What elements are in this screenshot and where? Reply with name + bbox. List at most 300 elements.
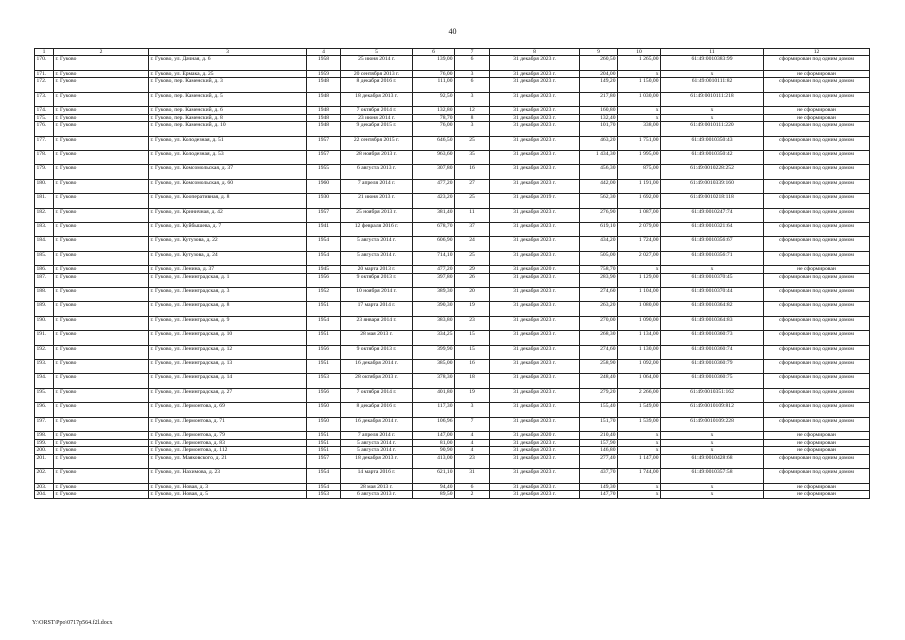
- deadline-cell: 31 декабря 2023 г.: [490, 417, 580, 431]
- value-cell: 155,40: [580, 403, 618, 417]
- cadastral-number-cell: 61:49:0010428:68: [661, 454, 764, 468]
- address-cell: г. Гуково, ул. Колодезная, д. 53: [149, 150, 307, 164]
- land-status-cell: сформирован под одним домом: [764, 388, 870, 402]
- land-status-cell: сформирован под одним домом: [764, 150, 870, 164]
- land-status-cell: не сформирован: [764, 447, 870, 455]
- value-cell: 1 064,00: [618, 374, 661, 388]
- count-cell: 16: [455, 360, 490, 374]
- value-cell: 1 539,00: [618, 417, 661, 431]
- land-status-cell: сформирован под одним домом: [764, 208, 870, 222]
- count-cell: 3: [455, 92, 490, 106]
- area-cell: 385,00: [413, 360, 455, 374]
- cadastral-number-cell: х: [661, 447, 764, 455]
- land-status-cell: сформирован под одним домом: [764, 331, 870, 345]
- year-cell: 1951: [307, 439, 341, 447]
- city-cell: г. Гуково: [54, 483, 149, 491]
- row-number: 191.: [35, 331, 54, 345]
- date-cell: 23 июня 2014 г.: [341, 114, 413, 122]
- deadline-cell: 31 декабря 2023 г.: [490, 439, 580, 447]
- year-cell: 1951: [307, 331, 341, 345]
- year-cell: 1956: [307, 345, 341, 359]
- area-cell: 76,00: [413, 122, 455, 136]
- address-cell: г. Гуково, ул. Ленинградская, д. 14: [149, 374, 307, 388]
- address-cell: г. Гуково, ул. Лермонтова, д. 71: [149, 417, 307, 431]
- cadastral-number-cell: 61:49:0010111:82: [661, 78, 764, 92]
- row-number: 199.: [35, 439, 54, 447]
- row-number: 178.: [35, 150, 54, 164]
- address-cell: г. Гуково, ул. Ленинградская, д. 27: [149, 388, 307, 402]
- table-row: [35, 222, 870, 236]
- address-cell: г. Гуково, ул. Ленинградская, д. 10: [149, 331, 307, 345]
- table-row: [35, 331, 870, 345]
- table-row: [35, 208, 870, 222]
- cadastral-number-cell: х: [661, 106, 764, 114]
- year-cell: 1941: [307, 222, 341, 236]
- area-cell: 89,50: [413, 491, 455, 499]
- date-cell: 5 августа 2014 г.: [341, 237, 413, 251]
- year-cell: 1951: [307, 447, 341, 455]
- deadline-cell: 31 декабря 2023 г.: [490, 331, 580, 345]
- area-cell: 413,00: [413, 454, 455, 468]
- year-cell: 1957: [307, 208, 341, 222]
- table-row: [35, 454, 870, 468]
- year-cell: 1956: [307, 273, 341, 287]
- address-cell: г. Гуково, ул. Комсомольская, д. 37: [149, 165, 307, 179]
- table-row: [35, 417, 870, 431]
- cadastral-number-cell: х: [661, 114, 764, 122]
- column-number: 7: [455, 49, 490, 56]
- date-cell: 18 декабря 2013 г.: [341, 92, 413, 106]
- value-cell: х: [618, 491, 661, 499]
- row-number: 181.: [35, 194, 54, 208]
- table-row: [35, 483, 870, 491]
- area-cell: 381,40: [413, 208, 455, 222]
- land-status-cell: сформирован под одним домом: [764, 360, 870, 374]
- value-cell: 1 080,00: [618, 302, 661, 316]
- value-cell: 1 995,00: [618, 150, 661, 164]
- cadastral-number-cell: 61:49:0010356:67: [661, 237, 764, 251]
- city-cell: г. Гуково: [54, 288, 149, 302]
- deadline-cell: 31 декабря 2023 г.: [490, 237, 580, 251]
- column-number: 6: [413, 49, 455, 56]
- year-cell: 1953: [307, 491, 341, 499]
- date-cell: 17 марта 2014 г.: [341, 302, 413, 316]
- area-cell: 477,20: [413, 179, 455, 193]
- land-status-cell: сформирован под одним домом: [764, 56, 870, 70]
- count-cell: 16: [455, 165, 490, 179]
- value-cell: 1 724,00: [618, 237, 661, 251]
- value-cell: 151,70: [580, 417, 618, 431]
- page-number: 40: [448, 27, 457, 36]
- address-cell: г. Гуково, ул. Кооперативная, д. 8: [149, 194, 307, 208]
- land-status-cell: сформирован под одним домом: [764, 136, 870, 150]
- cadastral-number-cell: 61:49:0010111:218: [661, 92, 764, 106]
- land-status-cell: сформирован под одним домом: [764, 78, 870, 92]
- count-cell: 4: [455, 431, 490, 439]
- deadline-cell: 31 декабря 2023 г.: [490, 288, 580, 302]
- area-cell: 94,40: [413, 483, 455, 491]
- value-cell: 456,30: [580, 165, 618, 179]
- date-cell: 14 марта 2016 г.: [341, 469, 413, 483]
- table-row: [35, 374, 870, 388]
- area-cell: 92,50: [413, 92, 455, 106]
- year-cell: 1950: [307, 417, 341, 431]
- count-cell: 2: [455, 491, 490, 499]
- value-cell: 277,40: [580, 454, 618, 468]
- value-cell: 1 549,00: [618, 403, 661, 417]
- table-row: [35, 447, 870, 455]
- date-cell: 6 августа 2013 г.: [341, 165, 413, 179]
- area-cell: 147,00: [413, 431, 455, 439]
- table-row: [35, 179, 870, 193]
- land-status-cell: не сформирован: [764, 439, 870, 447]
- column-number: 4: [307, 49, 341, 56]
- value-cell: 270,00: [580, 316, 618, 330]
- table-row: [35, 302, 870, 316]
- cadastral-number-cell: х: [661, 266, 764, 274]
- year-cell: 1957: [307, 150, 341, 164]
- column-number: 9: [580, 49, 618, 56]
- value-cell: 2 027,00: [618, 251, 661, 265]
- table-row: [35, 150, 870, 164]
- row-number: 171.: [35, 70, 54, 78]
- date-cell: 25 июня 2014 г.: [341, 56, 413, 70]
- deadline-cell: 31 декабря 2023 г.: [490, 251, 580, 265]
- deadline-cell: 31 декабря 2023 г.: [490, 491, 580, 499]
- area-cell: 111,00: [413, 78, 455, 92]
- city-cell: г. Гуково: [54, 447, 149, 455]
- city-cell: г. Гуково: [54, 302, 149, 316]
- cadastral-number-cell: 61:49:0010370:45: [661, 273, 764, 287]
- cadastral-number-cell: 61:49:0010360:75: [661, 374, 764, 388]
- year-cell: 1948: [307, 122, 341, 136]
- cadastral-number-cell: 61:49:0010111:220: [661, 122, 764, 136]
- count-cell: 15: [455, 345, 490, 359]
- area-cell: 606,90: [413, 237, 455, 251]
- value-cell: 338,00: [618, 122, 661, 136]
- city-cell: г. Гуково: [54, 388, 149, 402]
- city-cell: г. Гуково: [54, 431, 149, 439]
- city-cell: г. Гуково: [54, 222, 149, 236]
- cadastral-number-cell: 61:49:0010364:82: [661, 302, 764, 316]
- address-cell: г. Гуково, ул. Новая, д. 5: [149, 491, 307, 499]
- value-cell: 1 030,00: [618, 92, 661, 106]
- year-cell: 1945: [307, 266, 341, 274]
- cadastral-number-cell: 61:49:0010218:118: [661, 194, 764, 208]
- deadline-cell: 31 декабря 2023 г.: [490, 78, 580, 92]
- value-cell: 276,90: [580, 208, 618, 222]
- column-number: 11: [661, 49, 764, 56]
- value-cell: х: [618, 483, 661, 491]
- value-cell: 1 751,00: [618, 136, 661, 150]
- land-status-cell: сформирован под одним домом: [764, 273, 870, 287]
- column-number: 10: [618, 49, 661, 56]
- row-number: 203.: [35, 483, 54, 491]
- date-cell: 25 ноября 2013 г.: [341, 208, 413, 222]
- value-cell: 248,40: [580, 374, 618, 388]
- deadline-cell: 31 декабря 2023 г.: [490, 316, 580, 330]
- land-status-cell: не сформирован: [764, 106, 870, 114]
- row-number: 179.: [35, 165, 54, 179]
- row-number: 196.: [35, 403, 54, 417]
- address-cell: г. Гуково, пер. Каменский, д. 3: [149, 78, 307, 92]
- value-cell: 2 266,00: [618, 388, 661, 402]
- column-number: 5: [341, 49, 413, 56]
- value-cell: 562,30: [580, 194, 618, 208]
- column-number: 2: [54, 49, 149, 56]
- date-cell: 28 ноября 2013 г.: [341, 150, 413, 164]
- address-cell: г. Гуково, ул. Ленинградская, д. 3: [149, 288, 307, 302]
- deadline-cell: 31 декабря 2023 г.: [490, 360, 580, 374]
- deadline-cell: 31 декабря 2023 г.: [490, 374, 580, 388]
- city-cell: г. Гуково: [54, 266, 149, 274]
- area-cell: 714,10: [413, 251, 455, 265]
- year-cell: 1951: [307, 302, 341, 316]
- address-cell: г. Гуково, ул. Ленинградская, д. 9: [149, 316, 307, 330]
- land-status-cell: сформирован под одним домом: [764, 403, 870, 417]
- deadline-cell: 31 декабря 2020 г.: [490, 266, 580, 274]
- row-number: 174.: [35, 106, 54, 114]
- city-cell: г. Гуково: [54, 454, 149, 468]
- date-cell: 7 октября 2014 г.: [341, 388, 413, 402]
- count-cell: 7: [455, 417, 490, 431]
- land-status-cell: сформирован под одним домом: [764, 469, 870, 483]
- address-cell: г. Гуково, ул. Лермонтова, д. 112: [149, 447, 307, 455]
- city-cell: г. Гуково: [54, 179, 149, 193]
- table-row: [35, 388, 870, 402]
- value-cell: 463,20: [580, 136, 618, 150]
- cadastral-number-cell: х: [661, 431, 764, 439]
- year-cell: 1956: [307, 388, 341, 402]
- row-number: 189.: [35, 302, 54, 316]
- table-row: [35, 194, 870, 208]
- cadastral-number-cell: х: [661, 70, 764, 78]
- date-cell: 10 ноября 2014 г.: [341, 288, 413, 302]
- value-cell: 274,60: [580, 345, 618, 359]
- cadastral-number-cell: 61:49:0010339:160: [661, 179, 764, 193]
- row-number: 183.: [35, 222, 54, 236]
- value-cell: 1 150,00: [618, 78, 661, 92]
- land-status-cell: сформирован под одним домом: [764, 122, 870, 136]
- deadline-cell: 31 декабря 2020 г.: [490, 431, 580, 439]
- row-number: 187.: [35, 273, 54, 287]
- deadline-cell: 31 декабря 2023 г.: [490, 483, 580, 491]
- table-row: [35, 316, 870, 330]
- land-status-cell: сформирован под одним домом: [764, 454, 870, 468]
- value-cell: х: [618, 70, 661, 78]
- row-number: 182.: [35, 208, 54, 222]
- value-cell: х: [618, 266, 661, 274]
- row-number: 201.: [35, 454, 54, 468]
- count-cell: 3: [455, 122, 490, 136]
- count-cell: 19: [455, 302, 490, 316]
- value-cell: 1 129,00: [618, 273, 661, 287]
- value-cell: 160,80: [580, 106, 618, 114]
- value-cell: 442,00: [580, 179, 618, 193]
- land-status-cell: сформирован под одним домом: [764, 222, 870, 236]
- land-status-cell: не сформирован: [764, 114, 870, 122]
- year-cell: 1958: [307, 56, 341, 70]
- city-cell: г. Гуково: [54, 331, 149, 345]
- area-cell: 81,00: [413, 439, 455, 447]
- year-cell: 1948: [307, 92, 341, 106]
- address-cell: г. Гуково, ул. Ермака, д. 25: [149, 70, 307, 78]
- row-number: 186.: [35, 266, 54, 274]
- table-row: [35, 78, 870, 92]
- column-number: 8: [490, 49, 580, 56]
- area-cell: 963,60: [413, 150, 455, 164]
- year-cell: 1948: [307, 114, 341, 122]
- area-cell: 132,80: [413, 106, 455, 114]
- row-number: 198.: [35, 431, 54, 439]
- address-cell: г. Гуково, пер. Каменский, д. 5: [149, 92, 307, 106]
- date-cell: 7 октября 2014 г.: [341, 106, 413, 114]
- deadline-cell: 31 декабря 2023 г.: [490, 345, 580, 359]
- address-cell: г. Гуково, ул. Кутузова, д. 24: [149, 251, 307, 265]
- year-cell: 1960: [307, 179, 341, 193]
- date-cell: 8 декабря 2016 г.: [341, 403, 413, 417]
- table-row: [35, 106, 870, 114]
- date-cell: 16 декабря 2014 г.: [341, 360, 413, 374]
- value-cell: 279,20: [580, 388, 618, 402]
- area-cell: 383,80: [413, 316, 455, 330]
- value-cell: 1 265,00: [618, 56, 661, 70]
- count-cell: 23: [455, 454, 490, 468]
- year-cell: 1948: [307, 106, 341, 114]
- area-cell: 78,70: [413, 114, 455, 122]
- date-cell: 28 октября 2013 г.: [341, 374, 413, 388]
- cadastral-number-cell: 61:49:0010351:162: [661, 388, 764, 402]
- value-cell: 758,70: [580, 266, 618, 274]
- value-cell: х: [618, 439, 661, 447]
- cadastral-number-cell: 61:49:0010383:99: [661, 56, 764, 70]
- register-table: [34, 48, 870, 499]
- value-cell: 2 079,00: [618, 222, 661, 236]
- year-cell: 1954: [307, 469, 341, 483]
- date-cell: 9 декабря 2015 г.: [341, 122, 413, 136]
- city-cell: г. Гуково: [54, 78, 149, 92]
- deadline-cell: 31 декабря 2023 г.: [490, 106, 580, 114]
- count-cell: 23: [455, 316, 490, 330]
- address-cell: г. Гуково, ул. Ленинградская, д. 1: [149, 273, 307, 287]
- deadline-cell: 31 декабря 2019 г.: [490, 194, 580, 208]
- area-cell: 139,00: [413, 56, 455, 70]
- deadline-cell: 31 декабря 2023 г.: [490, 179, 580, 193]
- deadline-cell: 31 декабря 2023 г.: [490, 92, 580, 106]
- area-cell: 76,00: [413, 70, 455, 78]
- city-cell: г. Гуково: [54, 70, 149, 78]
- year-cell: 1950: [307, 403, 341, 417]
- date-cell: 9 октября 2013 г.: [341, 345, 413, 359]
- value-cell: 1 104,00: [618, 288, 661, 302]
- area-cell: 399,90: [413, 345, 455, 359]
- city-cell: г. Гуково: [54, 150, 149, 164]
- row-number: 197.: [35, 417, 54, 431]
- city-cell: г. Гуково: [54, 237, 149, 251]
- cadastral-number-cell: 61:49:0010360:74: [661, 345, 764, 359]
- count-cell: 25: [455, 136, 490, 150]
- row-number: 188.: [35, 288, 54, 302]
- address-cell: г. Гуково, ул. Лермонтова, д. 69: [149, 403, 307, 417]
- row-number: 173.: [35, 92, 54, 106]
- value-cell: 1 130,00: [618, 345, 661, 359]
- value-cell: 217,80: [580, 92, 618, 106]
- table-row: [35, 237, 870, 251]
- count-cell: 6: [455, 78, 490, 92]
- value-cell: 210,40: [580, 431, 618, 439]
- area-cell: 477,20: [413, 266, 455, 274]
- value-cell: 1 191,00: [618, 179, 661, 193]
- land-status-cell: сформирован под одним домом: [764, 288, 870, 302]
- row-number: 180.: [35, 179, 54, 193]
- date-cell: 7 апреля 2014 г.: [341, 179, 413, 193]
- year-cell: 1951: [307, 431, 341, 439]
- table-row: [35, 288, 870, 302]
- date-cell: 12 февраля 2016 г.: [341, 222, 413, 236]
- column-number: 3: [149, 49, 307, 56]
- city-cell: г. Гуково: [54, 122, 149, 136]
- table-row: [35, 136, 870, 150]
- column-number: 12: [764, 49, 870, 56]
- area-cell: 106,96: [413, 417, 455, 431]
- cadastral-number-cell: 61:49:0010109:228: [661, 417, 764, 431]
- count-cell: 4: [455, 439, 490, 447]
- city-cell: г. Гуково: [54, 106, 149, 114]
- city-cell: г. Гуково: [54, 92, 149, 106]
- count-cell: 11: [455, 208, 490, 222]
- city-cell: г. Гуково: [54, 251, 149, 265]
- date-cell: 28 мая 2013 г.: [341, 483, 413, 491]
- value-cell: 283,90: [580, 273, 618, 287]
- year-cell: 1951: [307, 360, 341, 374]
- land-status-cell: сформирован под одним домом: [764, 92, 870, 106]
- row-number: 185.: [35, 251, 54, 265]
- year-cell: 1930: [307, 194, 341, 208]
- city-cell: г. Гуково: [54, 194, 149, 208]
- area-cell: 117,30: [413, 403, 455, 417]
- value-cell: 437,70: [580, 469, 618, 483]
- deadline-cell: 31 декабря 2023 г.: [490, 150, 580, 164]
- row-number: 170.: [35, 56, 54, 70]
- column-number: 1: [35, 49, 54, 56]
- address-cell: г. Гуково, пер. Каменский, д. 10: [149, 122, 307, 136]
- count-cell: 35: [455, 150, 490, 164]
- address-cell: г. Гуково, ул. Криничная, д. 42: [149, 208, 307, 222]
- deadline-cell: 31 декабря 2023 г.: [490, 114, 580, 122]
- cadastral-number-cell: 61:49:0010228:252: [661, 165, 764, 179]
- land-status-cell: сформирован под одним домом: [764, 251, 870, 265]
- value-cell: 204,00: [580, 70, 618, 78]
- address-cell: г. Гуково, пер. Каменский, д. 8: [149, 114, 307, 122]
- row-number: 200.: [35, 447, 54, 455]
- count-cell: 31: [455, 469, 490, 483]
- row-number: 176.: [35, 122, 54, 136]
- table-row: [35, 431, 870, 439]
- deadline-cell: 31 декабря 2023 г.: [490, 56, 580, 70]
- city-cell: г. Гуково: [54, 56, 149, 70]
- date-cell: 22 сентября 2015 г.: [341, 136, 413, 150]
- count-cell: 18: [455, 374, 490, 388]
- value-cell: 1 087,00: [618, 208, 661, 222]
- year-cell: 1957: [307, 136, 341, 150]
- cadastral-number-cell: 61:49:0010350:42: [661, 150, 764, 164]
- land-status-cell: сформирован под одним домом: [764, 374, 870, 388]
- date-cell: 5 августа 2014 г.: [341, 439, 413, 447]
- value-cell: 505,00: [580, 251, 618, 265]
- row-number: 177.: [35, 136, 54, 150]
- cadastral-number-cell: 61:49:0010321:64: [661, 222, 764, 236]
- file-path-footer: Y:\ORST\Ppo\0717p564.f2l.docx: [32, 620, 113, 626]
